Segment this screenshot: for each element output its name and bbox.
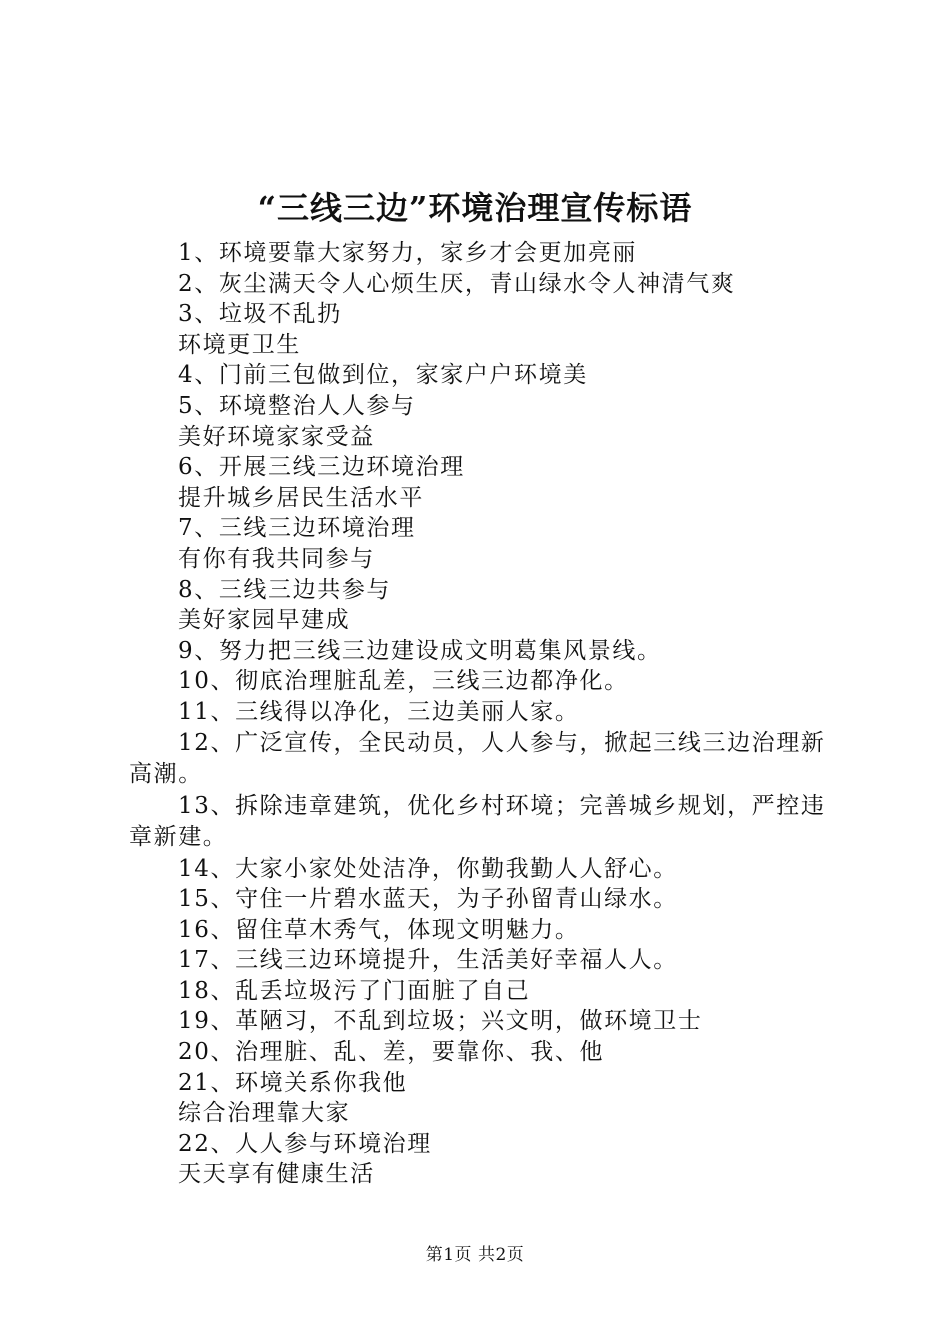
slogan-line: 2、灰尘满天令人心烦生厌，青山绿水令人神清气爽 (178, 270, 736, 297)
slogan-paragraph: 12、广泛宣传，全民动员，人人参与，掀起三线三边治理新高潮。 (129, 729, 826, 787)
slogan-line: 16、留住草木秀气，体现文明魅力。 (178, 916, 580, 943)
slogan-line: 21、环境关系你我他 (178, 1069, 408, 1096)
slogan-line: 5、环境整治人人参与 (178, 392, 416, 419)
slogan-line: 15、守住一片碧水蓝天，为子孙留青山绿水。 (178, 886, 678, 913)
slogan-line: 9、努力把三线三边建设成文明葛集风景线。 (178, 637, 662, 664)
slogan-line: 1、环境要靠大家努力，家乡才会更加亮丽 (178, 240, 638, 266)
slogan-line: 美好环境家家受益 (178, 423, 375, 450)
slogan-line: 4、门前三包做到位，家家户户环境美 (178, 362, 588, 389)
slogan-line: 11、三线得以净化，三边美丽人家。 (178, 698, 580, 725)
slogan-line: 20、治理脏、乱、差，要靠你、我、他 (178, 1039, 605, 1066)
slogan-line: 环境更卫生 (178, 331, 301, 358)
slogan-line: 6、开展三线三边环境治理 (178, 454, 465, 481)
slogan-line: 提升城乡居民生活水平 (178, 484, 424, 511)
slogan-line: 22、人人参与环境治理 (178, 1130, 432, 1157)
slogan-line: 有你有我共同参与 (178, 545, 375, 572)
page-number-footer: 第1页 共2页 (425, 1245, 525, 1265)
slogan-list (129, 238, 834, 1190)
slogan-line: 7、三线三边环境治理 (178, 515, 416, 542)
slogan-line: 19、革陋习，不乱到垃圾；兴文明，做环境卫士 (178, 1008, 703, 1035)
slogan-line: 14、大家小家处处洁净，你勤我勤人人舒心。 (178, 855, 678, 882)
slogan-paragraph: 13、拆除违章建筑，优化乡村环境；完善城乡规划，严控违章新建。 (129, 792, 826, 850)
slogan-line: 10、彻底治理脏乱差，三线三边都净化。 (178, 668, 629, 695)
slogan-line: 天天享有健康生活 (178, 1161, 375, 1188)
document-title: “三线三边”环境治理宣传标语 (257, 189, 693, 227)
slogan-line: 18、乱丢垃圾污了门面脏了自己 (178, 977, 531, 1004)
slogan-line: 美好家园早建成 (178, 607, 351, 634)
slogan-line: 3、垃圾不乱扔 (178, 301, 342, 328)
slogan-line: 综合治理靠大家 (178, 1100, 351, 1127)
slogan-line: 8、三线三边共参与 (178, 576, 392, 603)
slogan-line: 17、三线三边环境提升，生活美好幸福人人。 (178, 947, 678, 974)
